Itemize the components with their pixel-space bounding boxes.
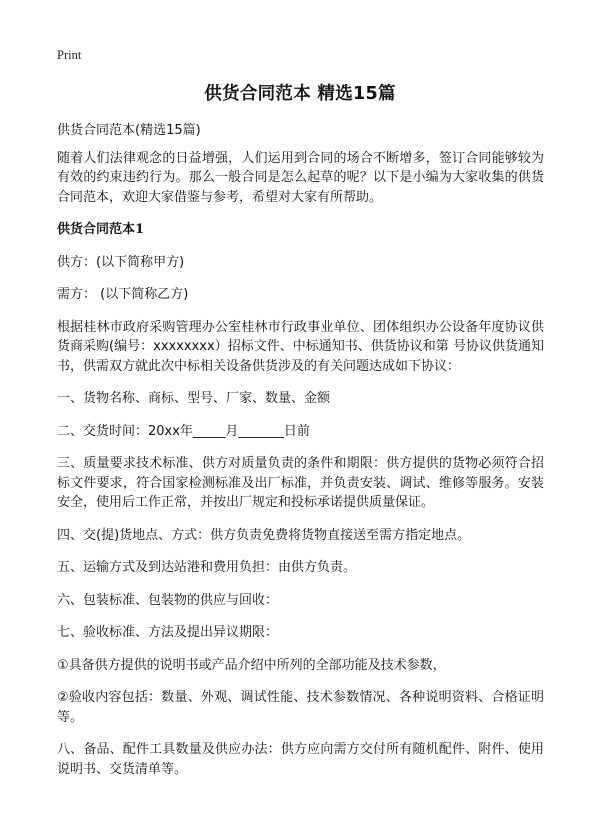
clause-7-item-1: ①具备供方提供的说明书或产品介绍中所列的全部功能及技术参数， xyxy=(57,657,446,673)
document-subtitle: 供货合同范本(精选15篇) xyxy=(57,123,201,138)
document-title: 供货合同范本 精选15篇 xyxy=(204,84,396,104)
preamble-paragraph: 根据桂林市政府采购管理办公室桂林市行政事业单位、团体组织办公设备年度协议供货商采购(编号：xxxxxxxx）招标文件、中标通知书、供货协议和第 号协议供货通知书，供需双方就此次中标相关设备供货涉及的有关问题达成如下协议： xyxy=(57,319,544,374)
clause-1: 一、货物名称、商标、型号、厂家、数量、金额 xyxy=(57,391,331,406)
clause-3: 三、质量要求技术标准、供方对质量负责的条件和期限：供方提供的货物必须符合招标文件要求，符合国家检测标准及出厂标准，并负责安装、调试、维修等服务。安装安全，使用后工作正常，并按出厂规定和投标承诺提供质量保证。 xyxy=(57,456,544,510)
print-label: Print xyxy=(57,48,82,62)
buyer-line: 需方： (以下简称乙方) xyxy=(57,287,189,302)
clause-6: 六、包装标准、包装物的供应与回收： xyxy=(57,592,279,608)
clause-5: 五、运输方式及到达站港和费用负担：由供方负责。 xyxy=(57,560,357,575)
clause-4: 四、交(提)货地点、方式：供方负责免费将货物直接送至需方指定地点。 xyxy=(57,527,471,543)
supplier-line: 供方：(以下简称甲方) xyxy=(57,254,185,270)
clause-7: 七、验收标准、方法及提出异议期限： xyxy=(57,625,279,640)
document-body xyxy=(57,121,544,792)
intro-paragraph: 随着人们法律观念的日益增强，人们运用到合同的场合不断增多，签订合同能够较为有效的约束违约行为。那么一般合同是怎么起草的呢？以下是小编为大家收集的供货合同范本，欢迎大家借鉴与参考，希望对大家有所帮助。 xyxy=(57,150,544,205)
clause-7-item-2: ②验收内容包括：数量、外观、调试性能、技术参数情况、各种说明资料、合格证明等。 xyxy=(57,690,544,725)
clause-8: 八、备品、配件工具数量及供应办法：供方应向需方交付所有随机配件、附件、使用说明书、交货清单等。 xyxy=(57,742,544,777)
section-heading: 供货合同范本1 xyxy=(57,222,145,237)
clause-2: 二、交货时间：20xx年_____月_______日前 xyxy=(57,423,310,439)
